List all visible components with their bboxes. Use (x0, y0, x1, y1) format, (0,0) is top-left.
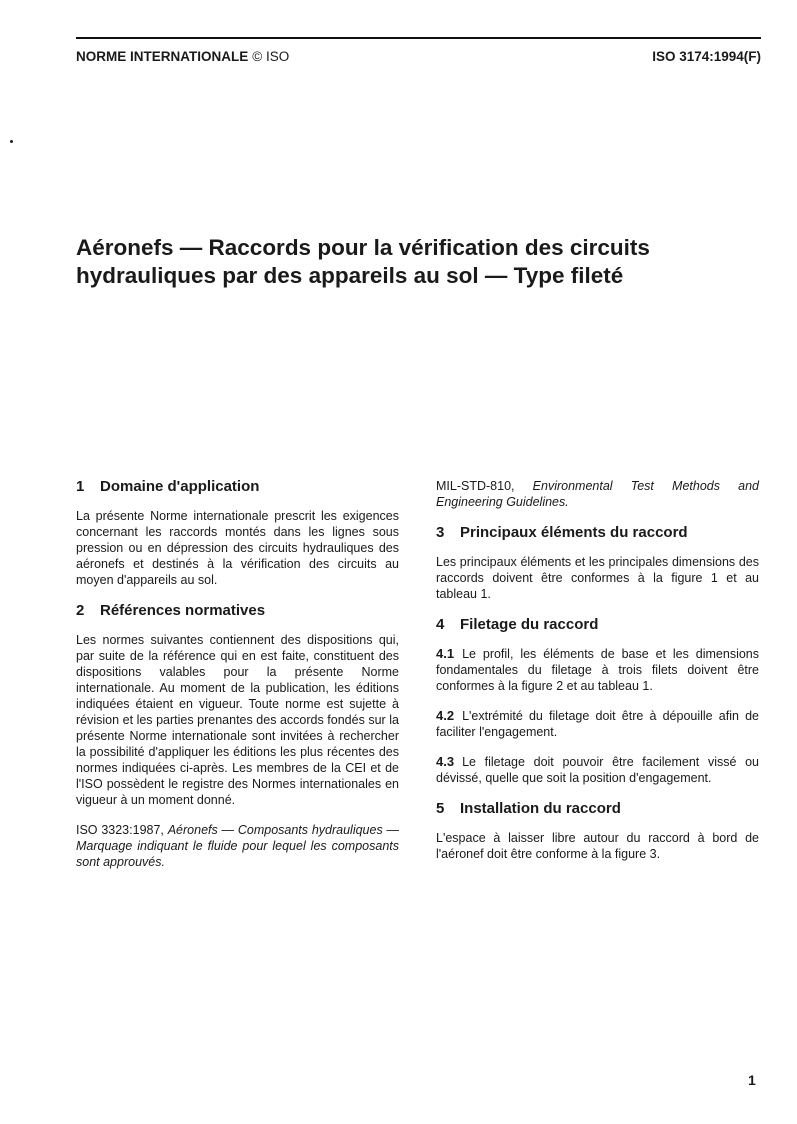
section-5-title: Installation du raccord (460, 800, 621, 817)
clause-4-2 (436, 708, 759, 740)
section-4-heading (436, 616, 759, 634)
clause-4-2-text: L'extrémité du filetage doit être à dépouille afin de faciliter l'engagement. (436, 709, 759, 739)
section-4-title: Filetage du raccord (460, 616, 599, 633)
document-title: Aéronefs — Raccords pour la vérification des circuits hydrauliques par des appareils au sol — Type fileté (76, 235, 650, 288)
reference-mil-std-810 (436, 478, 759, 510)
section-4-number: 4 (436, 616, 445, 633)
section-2-text: Les normes suivantes contiennent des dispositions qui, par suite de la référence qui en est faite, constituent des dispositions valables pour la présente Norme internationale. Au moment de la publication, les éditions indiquées étaient en vigueur. Toute norme est sujette à révision et les parties prenantes des accords fondés sur la présente Norme internationale sont invitées à rechercher la possibilité d'appliquer les éditions les plus récentes des normes indiquées ci-après. Les membres de la CEI et de l'ISO possèdent le registre des Normes internationales en vigueur à un moment donné. (76, 633, 399, 807)
header-left (76, 49, 289, 64)
clause-4-2-number: 4.2 (436, 708, 455, 723)
reference-mil-std-810-code: MIL-STD-810, (436, 479, 515, 493)
section-1-number: 1 (76, 478, 85, 495)
section-3-heading (436, 524, 759, 542)
section-2-heading (76, 602, 399, 620)
reference-iso-3323-title: Aéronefs — Composants hydrauliques — Marquage indiquant le fluide pour lequel les composants sont approuvés. (76, 823, 399, 869)
clause-4-3 (436, 754, 759, 786)
reference-iso-3323 (76, 822, 399, 870)
clause-4-1 (436, 646, 759, 694)
section-2-title: Références normatives (100, 602, 266, 619)
reference-mil-std-810-title: Environmental Test Methods and Engineering Guidelines. (436, 479, 759, 509)
scan-speck (10, 140, 13, 143)
clause-4-3-text: Le filetage doit pouvoir être facilement vissé ou dévissé, quelle que soit la position d'engagement. (436, 755, 759, 785)
header-copyright: © ISO (252, 49, 290, 64)
section-1-heading (76, 478, 399, 496)
page-number: 1 (748, 1072, 756, 1088)
left-column (76, 478, 399, 884)
right-column (436, 478, 759, 876)
section-5-number: 5 (436, 800, 445, 817)
section-1-title: Domaine d'application (100, 478, 260, 495)
header-rule (76, 37, 761, 39)
section-5-heading (436, 800, 759, 818)
section-3-text: Les principaux éléments et les principales dimensions des raccords doivent être conformes à la figure 1 et au tableau 1. (436, 555, 759, 601)
section-3-title: Principaux éléments du raccord (460, 524, 688, 541)
clause-4-1-text: Le profil, les éléments de base et les dimensions fondamentales du filetage à trois filets doivent être conformes à la figure 2 et au tableau 1. (436, 647, 759, 693)
section-3-number: 3 (436, 524, 445, 541)
section-2-number: 2 (76, 602, 85, 619)
section-1-text: La présente Norme internationale prescrit les exigences concernant les raccords montés dans les lignes sous pression ou en dépression des circuits hydrauliques des aéronefs et destinés à la vérification des circuits au moyen d'appareils au sol. (76, 509, 399, 587)
clause-4-1-number: 4.1 (436, 646, 455, 661)
reference-iso-3323-code: ISO 3323:1987, (76, 823, 164, 837)
header-standard-type: NORME INTERNATIONALE (76, 49, 249, 64)
clause-4-3-number: 4.3 (436, 754, 455, 769)
section-5-text: L'espace à laisser libre autour du raccord à bord de l'aéronef doit être conforme à la figure 3. (436, 831, 759, 861)
header-reference: ISO 3174:1994(F) (652, 49, 761, 64)
